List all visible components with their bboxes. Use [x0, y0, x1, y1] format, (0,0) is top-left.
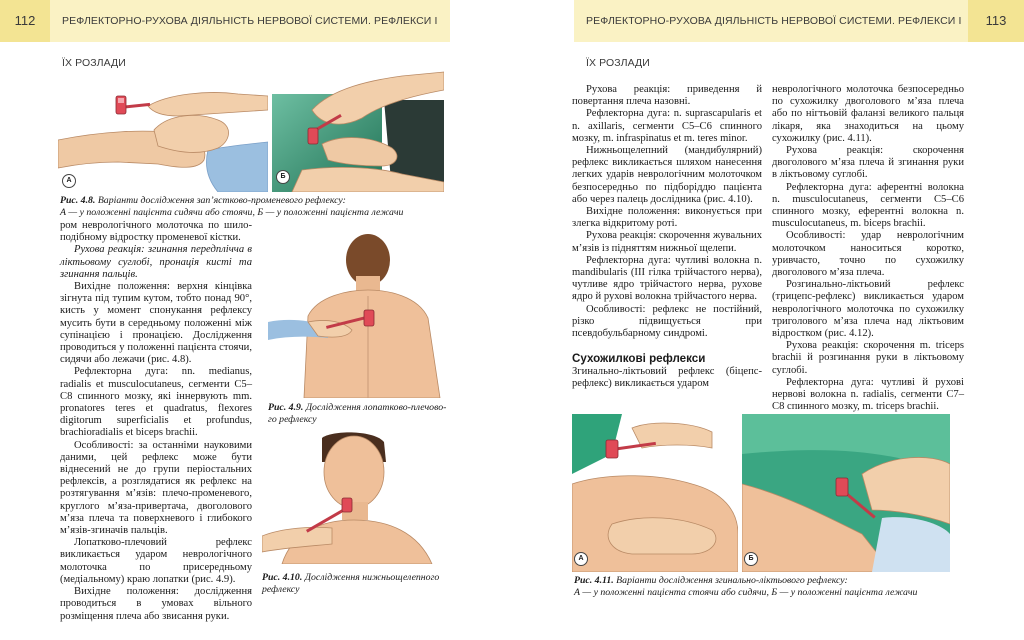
figure-label-b: Б: [744, 552, 758, 566]
scapulohumeral-reflex-illustration: [268, 226, 446, 398]
paragraph: Особливості: удар неврологічним молоточком наноситься коротко, уривчасто, точно по сухожилку двоголового м’яза плеча.: [772, 230, 964, 279]
paragraph: Розгинально-ліктьовий рефлекс (трицепс-рефлекс) викликається ударом неврологічного молоточка по сухожилку триголового м’яза плеча над ліктьовим відростком (рис. 4.12).: [772, 279, 964, 340]
paragraph: ром неврологічного молоточка по шило-подібному відростку променевої кістки.: [60, 220, 252, 244]
caption-label: Рис. 4.9.: [268, 402, 304, 413]
paragraph: Вихідне положення: виконується при злегка відкритому роті.: [572, 206, 762, 230]
paragraph: Вихідне положення: дослідження проводиться в умовах вільного розміщення плеча або звисання руки.: [60, 586, 252, 622]
caption-label: Рис. 4.10.: [262, 572, 303, 583]
biceps-reflex-illustration-b: [742, 414, 950, 572]
caption-text: Дослідження нижньощелепного рефлексу: [262, 572, 440, 595]
caption-text: Дослідження лопатково-плечово-го рефлексу: [268, 402, 447, 425]
right-page-column-2: [772, 84, 964, 413]
left-page-number: 112: [0, 0, 50, 42]
figure-4-10: [262, 432, 448, 564]
left-page-column: [60, 220, 252, 623]
caption-text: Варіанти дослідження згинально-ліктьового рефлексу:: [613, 575, 848, 586]
paragraph: Рухова реакція: приведення й повертання плеча назовні.: [572, 84, 762, 108]
paragraph: Рефлекторна дуга: nn. medianus, radialis et musculocutaneus, сегменти C5–C8 спинного мозку, які іннервують mm. pronatores teres et quadratus, flexores digitorum superficialis et profundus, brachioradialis et biceps brachii.: [60, 366, 252, 439]
section-heading: Сухожилкові рефлекси: [572, 352, 706, 366]
paragraph: Рефлекторна дуга: чутливі волокна n. mandibularis (ІІІ гілка трійчастого нерва), чутливе ядро трійчастого нерва, рухове ядро й рухові волокна трійчастого нерва.: [572, 254, 762, 303]
paragraph: Згинально-ліктьовий рефлекс (біцепс-рефлекс) викликається ударом: [572, 366, 762, 390]
paragraph: Рухова реакція: скорочення m. triceps brachii й розгинання руки в ліктьовому суглобі.: [772, 340, 964, 376]
figure-4-10-caption: [262, 572, 448, 595]
paragraph: Рухова реакція: скорочення жувальних м’язів із підняттям нижньої щелепи.: [572, 230, 762, 254]
paragraph: неврологічного молоточка безпосередньо по сухожилку двоголового м’яза плеча або по нігтьовій фаланзі великого пальця лікаря, яка знаходиться на цьому сухожилку (рис. 4.11).: [772, 84, 964, 144]
right-running-header: РЕФЛЕКТОРНО-РУХОВА ДІЯЛЬНІСТЬ НЕРВОВОЇ СИСТЕМИ. РЕФЛЕКСИ І ЇХ РОЗЛАДИ: [574, 0, 968, 42]
figure-label-a: А: [574, 552, 588, 566]
paragraph: Рухова реакція: скорочення двоголового м’яза плеча й згинання руки в ліктьовому суглобі.: [772, 145, 964, 181]
jaw-reflex-illustration: [262, 432, 448, 564]
wrist-reflex-illustration-a: [58, 70, 268, 192]
caption-text-2: А — у положенні пацієнта стоячи або сидячи, Б — у положенні пацієнта лежачи: [574, 586, 918, 598]
paragraph: Лопатково-плечовий рефлекс викликається ударом неврологічного молоточка по присередньому (медіальному) краю лопатки (рис. 4.9).: [60, 537, 252, 585]
paragraph: Нижньощелепний (мандибулярний) рефлекс викликається шляхом нанесення легких ударів неврологічним молоточком безпосередньо по підборіддю пацієнта або через палець дослідника (рис. 4.10).: [572, 145, 762, 205]
figure-4-8-a: [58, 70, 268, 192]
paragraph: Рухова реакція: згинання передплічча в ліктьовому суглобі, пронація кисті та згинання пальців.: [60, 244, 252, 280]
paragraph: Рефлекторна дуга: n. suprascapularis et n. axillaris, сегменти C5–C6 спинного мозку, m. infraspinatus et m. teres minor.: [572, 108, 762, 144]
figure-label-a: А: [62, 174, 76, 188]
caption-label: Рис. 4.8.: [60, 195, 96, 206]
figure-4-8-b: [272, 70, 444, 192]
wrist-reflex-illustration-b: [272, 70, 444, 192]
figure-4-11-a: [572, 414, 738, 572]
figure-4-9-caption: [268, 402, 448, 425]
paragraph: Рефлекторна дуга: чутливі й рухові нервові волокна n. radialis, сегменти C7–C8 спинного мозку, m. triceps brachii.: [772, 376, 964, 413]
biceps-reflex-illustration-a: [572, 414, 738, 572]
paragraph: Рефлекторна дуга: аферентні волокна n. musculocutaneus, сегменти C5–C6 спинного мозку, еферентні волокна n. musculocutaneus, m. biceps brachii.: [772, 181, 964, 230]
figure-4-11-b: [742, 414, 950, 572]
figure-4-9: [268, 226, 446, 398]
figure-4-11-caption: [574, 575, 974, 598]
paragraph: Особливості: за останніми науковими даними, цей рефлекс може бути віднесений не до групи періостальних рефлексів, а розглядатися як рефлекс на розтягування м’язів: плечо-променевого, круглого м’яза-привертача, двоголового м’яза плеча та поверхневого і глибокого м’язів-згиначів пальців.: [60, 439, 252, 537]
caption-label: Рис. 4.11.: [574, 575, 614, 586]
right-page-number: 113: [968, 0, 1024, 42]
left-running-header: РЕФЛЕКТОРНО-РУХОВА ДІЯЛЬНІСТЬ НЕРВОВОЇ СИСТЕМИ. РЕФЛЕКСИ І ЇХ РОЗЛАДИ: [50, 0, 450, 42]
right-page-column-1: [572, 84, 762, 391]
caption-text: Варіанти дослідження зап’ястково-променевого рефлексу:: [95, 195, 346, 206]
caption-text-2: А — у положенні пацієнта сидячи або стоячи, Б — у положенні пацієнта лежачи: [60, 206, 404, 218]
paragraph: Особливості: рефлекс не постійний, різко підвищується при псевдобульбарному синдромі.: [572, 303, 762, 340]
figure-4-8-caption: [60, 195, 450, 218]
figure-label-b: Б: [276, 170, 290, 184]
paragraph: Вихідне положення: верхня кінцівка зігнута під тупим кутом, тобто понад 90°, кисть у момент спонукання рефлексу мусить бути в середньому положенні між супінацією і пронацією. Дослідження проводиться у положенні пацієнта стоячи, сидячи або лежачи (рис. 4.8).: [60, 281, 252, 366]
